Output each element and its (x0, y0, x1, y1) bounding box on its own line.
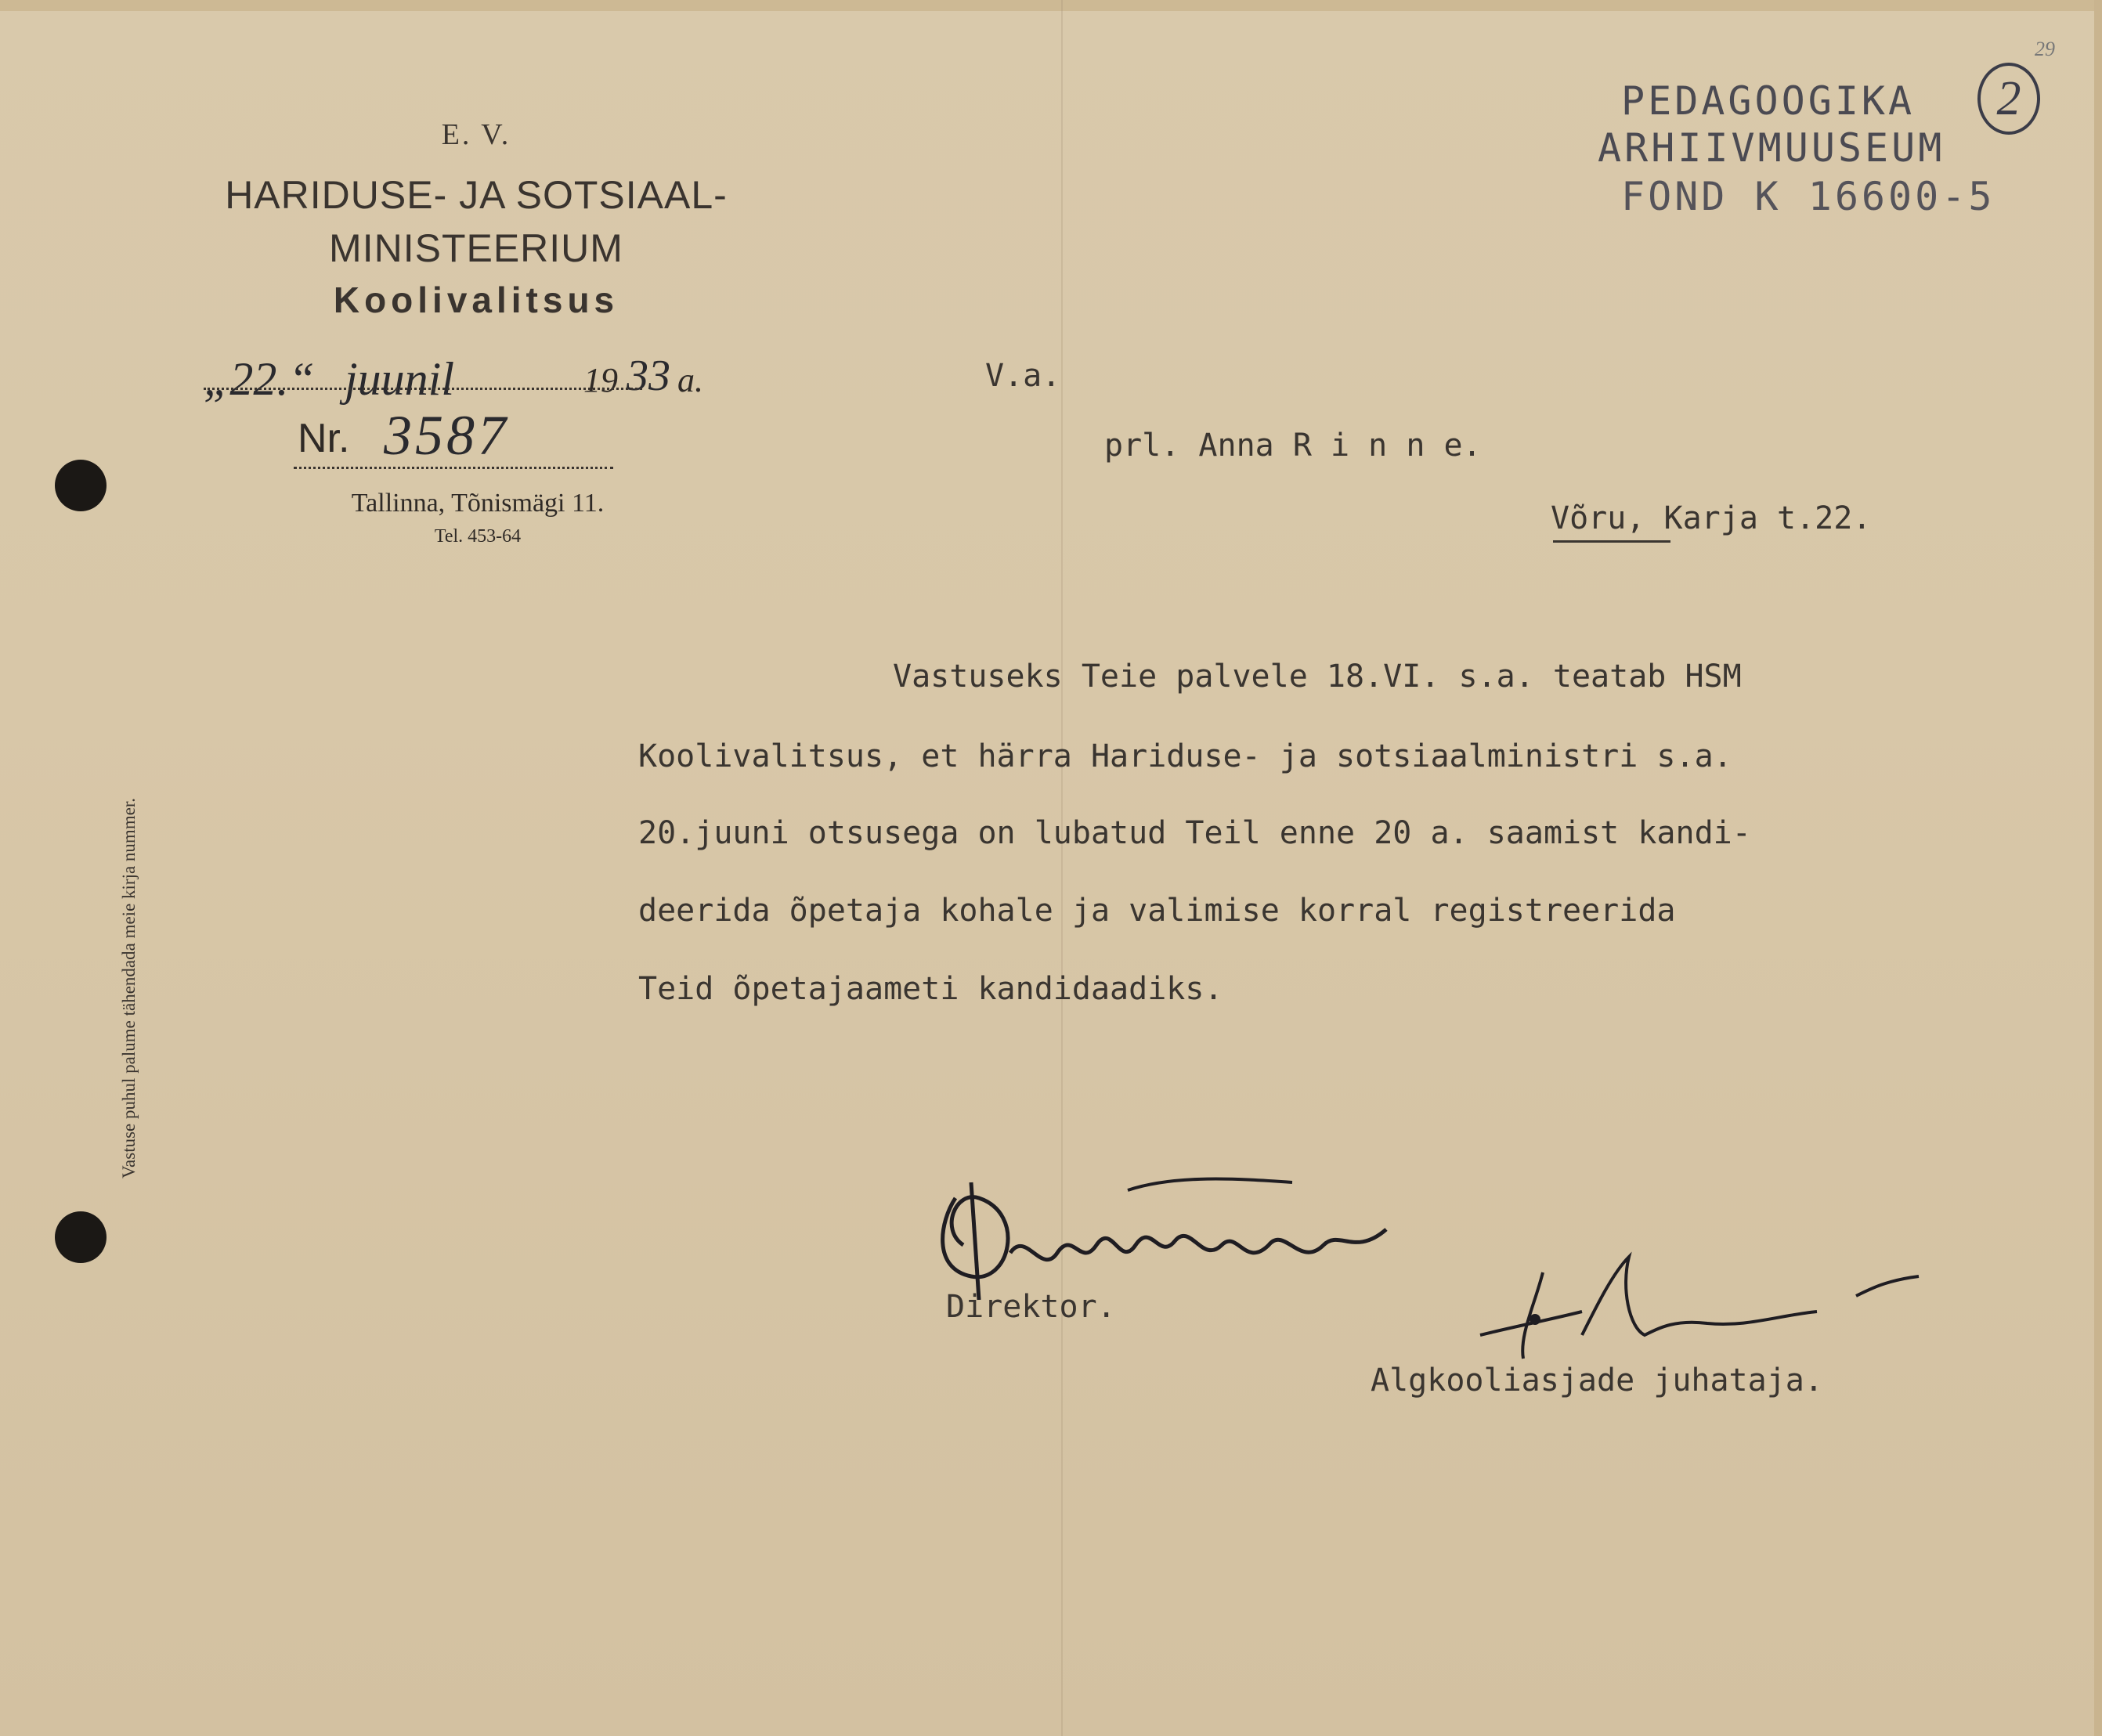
archive-stamp-line1: PEDAGOOGIKA (1621, 78, 1916, 124)
paper-right-edge (2094, 0, 2102, 1736)
punch-hole-top (55, 460, 107, 511)
body-line-3: 20.juuni otsusega on lubatud Teil enne 20 a. saamist kandi- (638, 815, 1751, 851)
head-signature (1449, 1241, 1934, 1374)
nr-dotted-line (294, 467, 613, 469)
letterhead-tel: Tel. 453-64 (434, 526, 522, 547)
side-note: Vastuse puhul palume tähendada meie kirja nummer. (119, 797, 139, 1178)
body-line-4: deerida õpetaja kohale ja valimise korral registreerida (638, 893, 1676, 929)
date-suffix: a. (677, 361, 703, 399)
archive-stamp-line2: ARHIIVMUUSEUM (1598, 125, 1945, 171)
recipient-address-street: Karja t.22. (1645, 500, 1872, 536)
director-title: Direktor. (946, 1289, 1116, 1325)
recipient-salutation: V.a. (985, 358, 1061, 394)
date-year: 33 (627, 352, 670, 400)
head-title: Algkooliasjade juhataja. (1371, 1362, 1823, 1399)
nr-label: Nr. (298, 416, 350, 461)
letterhead-ministry-line2: MINISTEERIUM (329, 226, 623, 270)
nr-value: 3587 (384, 404, 509, 467)
letterhead-state: E. V. (441, 118, 511, 151)
punch-hole-bottom (55, 1211, 107, 1263)
body-line-1: Vastuseks Teie palvele 18.VI. s.a. teatab HSM (893, 659, 1742, 695)
recipient-address-town: Võru, (1551, 500, 1645, 536)
date-dotted-line (204, 388, 642, 390)
body-line-2: Koolivalitsus, et härra Hariduse- ja sotsiaalministri s.a. (638, 738, 1732, 774)
recipient-address (1551, 500, 1871, 536)
address-underline (1553, 540, 1670, 543)
archive-stamp-line3: FOND K 16600-5 (1621, 174, 1995, 219)
date-year-prefix: 19 (583, 361, 618, 399)
body-line-5: Teid õpetajaameti kandidaadiks. (638, 971, 1223, 1007)
date-month: juunil (345, 353, 455, 405)
paper-fold (1061, 0, 1063, 1736)
letterhead-address: Tallinna, Tõnismägi 11. (351, 489, 605, 518)
letter-date (196, 352, 713, 407)
folio-number: 2 (1977, 63, 2040, 135)
recipient-name: prl. Anna R i n n e. (1104, 428, 1482, 464)
folio-small-number: 29 (2035, 38, 2055, 60)
letterhead-department: Koolivalitsus (333, 280, 619, 320)
paper-top-edge (0, 0, 2102, 11)
date-day: „22.“ (204, 353, 315, 405)
letterhead-ministry-line1: HARIDUSE- JA SOTSIAAL- (225, 173, 728, 217)
